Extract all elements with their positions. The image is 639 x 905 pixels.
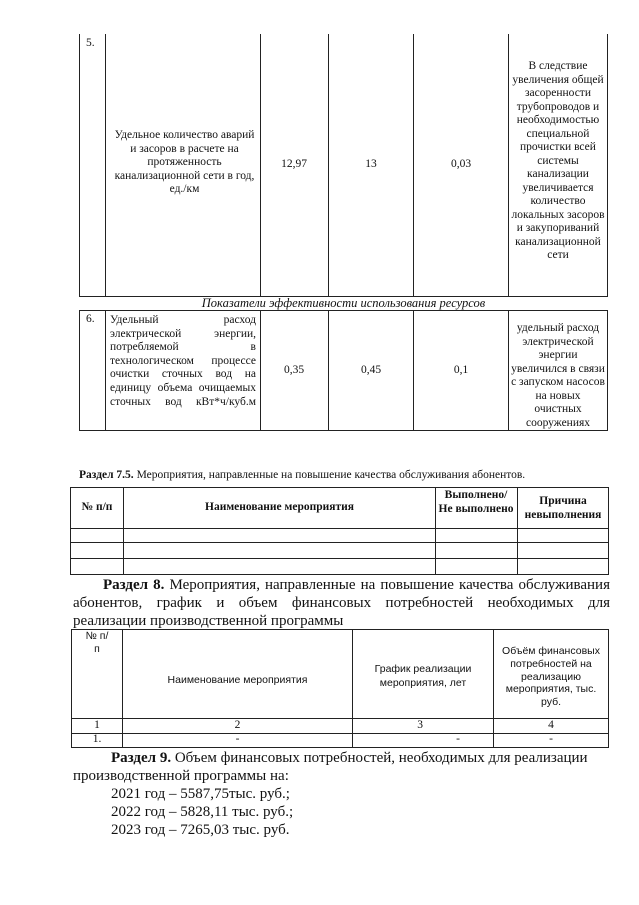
- row6-value-1: 0,35: [283, 364, 305, 376]
- section-7-5-text: Мероприятия, направленные на повышение качества обслуживания абонентов.: [133, 469, 526, 481]
- resource-efficiency-heading: Показатели эффективности использования ресурсов: [201, 296, 486, 310]
- row6-number: 6.: [86, 313, 95, 325]
- row5-number: 5.: [86, 37, 95, 49]
- s8-header-finance: Объём финансовых потребностей на реализацию мероприятия, тыс. руб.: [502, 645, 600, 709]
- s8-header-number: № п/п: [85, 630, 109, 655]
- row5-value-3: 0,03: [450, 158, 472, 170]
- section-9-title: [73, 749, 610, 785]
- section-7-5-label: Раздел 7.5.: [79, 469, 134, 481]
- s8-index-col-4: 4: [548, 719, 554, 731]
- s8-index-col-1: 1: [94, 719, 100, 731]
- s8-row1-finance: -: [549, 733, 553, 745]
- s8-index-col-2: 2: [234, 719, 241, 731]
- section-8-text: Мероприятия, направленные на повышение качества обслуживания абонентов, график и объем финансовых потребностей необходимых для реализации производственной программы: [73, 577, 610, 629]
- row5-indicator-name: Удельное количество аварий и засоров в расчете на протяженность канализационной сети в год, ед./км: [114, 129, 255, 195]
- section-9-text: Объем финансовых потребностей, необходимых для реализации производственной программы на:: [73, 750, 588, 784]
- year-2023-amount: 2023 год – 7265,03 тыс. руб.: [111, 822, 290, 838]
- s8-row1-schedule: -: [456, 733, 460, 745]
- s8-header-schedule: График реализации мероприятия, лет: [374, 663, 472, 689]
- row6-indicator-name: Удельный расход электрической энергии, потребляемой в технологическом процессе очистки сточных вод на единицу объема очищаемых сточных вод кВт*ч/куб.м: [110, 314, 256, 408]
- s75-header-name: Наименование мероприятия: [205, 501, 354, 513]
- row6-value-3: 0,1: [453, 364, 469, 376]
- row5-reason: В следствие увеличения общей засоренности трубопроводов и необходимостью специальной прочистки всей системы канализации увеличивается количество локальных засоров и закупориваний канализационной сети: [511, 60, 605, 261]
- s8-row1-name: -: [235, 733, 240, 745]
- row5-value-1: 12,97: [281, 158, 307, 170]
- s8-header-name: Наименование мероприятия: [167, 674, 308, 686]
- section-7-5-title: [79, 468, 619, 482]
- s8-index-col-3: 3: [417, 719, 423, 731]
- row6-reason: удельный расход электрической энергии увеличился в связи с запуском насосов на новых очистных сооружениях: [511, 322, 605, 429]
- section-8-label: Раздел 8.: [103, 577, 165, 593]
- row6-value-2: 0,45: [360, 364, 382, 376]
- year-2021-amount: 2021 год – 5587,75тыс. руб.;: [111, 786, 290, 802]
- year-2022-amount: 2022 год – 5828,11 тыс. руб.;: [111, 804, 294, 820]
- row5-value-2: 13: [365, 158, 377, 170]
- s8-row1-number: 1.: [92, 733, 102, 745]
- section-9-label: Раздел 9.: [111, 750, 172, 766]
- s75-header-number: № п/п: [81, 501, 113, 513]
- section-8-title: [73, 576, 610, 630]
- section-9-years: [111, 785, 411, 839]
- s75-header-reason: Причина невыполнения: [524, 495, 602, 521]
- s75-header-status: Выполнено/ Не выполнено: [438, 489, 514, 515]
